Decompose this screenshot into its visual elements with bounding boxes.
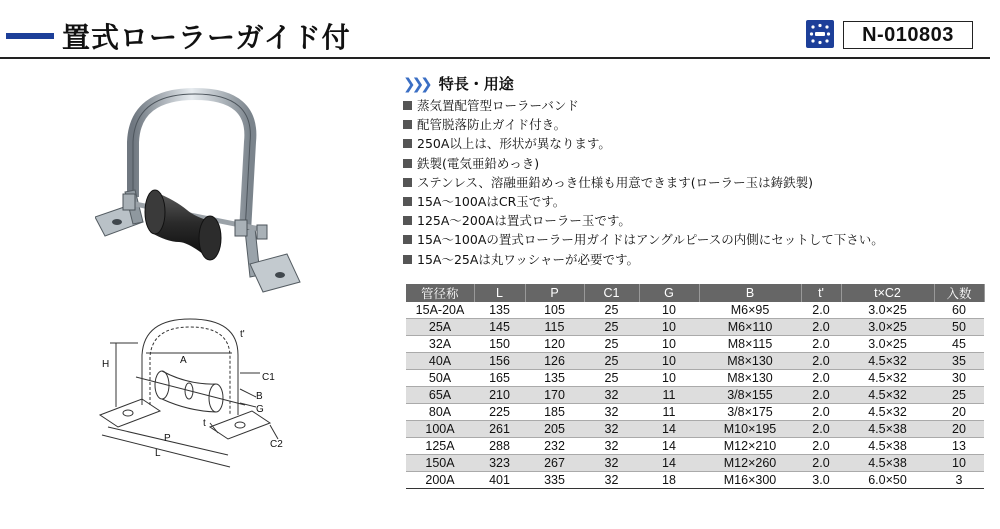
table-cell: 13: [934, 438, 984, 455]
table-cell: 105: [525, 302, 584, 319]
table-cell: 40A: [406, 353, 474, 370]
table-cell: 25A: [406, 319, 474, 336]
table-cell: 3/8×155: [699, 387, 801, 404]
table-cell: 14: [639, 455, 699, 472]
table-cell: 4.5×32: [841, 370, 934, 387]
table-row: [406, 319, 984, 336]
square-bullet-icon: [403, 178, 412, 187]
spec-table-body: [406, 302, 984, 489]
table-row: [406, 336, 984, 353]
table-cell: 35: [934, 353, 984, 370]
table-row: [406, 302, 984, 319]
table-cell: 3.0×25: [841, 319, 934, 336]
table-row: [406, 438, 984, 455]
table-cell: 25: [584, 370, 639, 387]
table-header-row: [406, 284, 984, 302]
square-bullet-icon: [403, 197, 412, 206]
table-cell: 100A: [406, 421, 474, 438]
square-bullet-icon: [403, 101, 412, 110]
feature-text: 15A〜25Aは丸ワッシャーが必要です。: [417, 251, 640, 267]
features-list: [403, 96, 884, 269]
feature-text: 15A〜100AはCR玉です。: [417, 194, 566, 210]
table-cell: 10: [639, 336, 699, 353]
table-cell: 150: [474, 336, 525, 353]
square-bullet-icon: [403, 255, 412, 264]
square-bullet-icon: [403, 216, 412, 225]
table-cell: 115: [525, 319, 584, 336]
table-cell: 65A: [406, 387, 474, 404]
table-cell: 60: [934, 302, 984, 319]
table-row: [406, 421, 984, 438]
dim-label-l: L: [155, 448, 161, 459]
table-cell: 32A: [406, 336, 474, 353]
table-cell: 2.0: [801, 319, 841, 336]
table-cell: 150A: [406, 455, 474, 472]
table-cell: M8×130: [699, 370, 801, 387]
table-cell: M12×260: [699, 455, 801, 472]
table-cell: 185: [525, 404, 584, 421]
table-cell: 11: [639, 387, 699, 404]
table-cell: 3.0×25: [841, 336, 934, 353]
dim-label-a: A: [180, 355, 187, 366]
table-cell: 2.0: [801, 455, 841, 472]
table-cell: 32: [584, 455, 639, 472]
column-header: 入数: [934, 284, 984, 302]
feature-item: [403, 211, 884, 230]
product-photo: [95, 82, 335, 307]
square-bullet-icon: [403, 235, 412, 244]
table-cell: 145: [474, 319, 525, 336]
table-cell: 156: [474, 353, 525, 370]
feature-text: 蒸気置配管型ローラーバンド: [417, 98, 579, 113]
table-cell: 323: [474, 455, 525, 472]
table-cell: 25: [584, 319, 639, 336]
table-cell: 10: [934, 455, 984, 472]
table-cell: 4.5×38: [841, 455, 934, 472]
column-header: P: [525, 284, 584, 302]
title-accent-bar: [6, 33, 54, 39]
table-cell: 126: [525, 353, 584, 370]
table-cell: 20: [934, 421, 984, 438]
table-cell: 4.5×32: [841, 404, 934, 421]
table-cell: 4.5×38: [841, 421, 934, 438]
table-cell: 2.0: [801, 336, 841, 353]
table-cell: 32: [584, 438, 639, 455]
column-header: L: [474, 284, 525, 302]
table-cell: 18: [639, 472, 699, 489]
table-cell: 2.0: [801, 302, 841, 319]
table-cell: 3: [934, 472, 984, 489]
table-cell: M10×195: [699, 421, 801, 438]
table-cell: 205: [525, 421, 584, 438]
page-title: 置式ローラーガイド付: [62, 21, 351, 54]
square-bullet-icon: [403, 139, 412, 148]
table-cell: 135: [525, 370, 584, 387]
table-cell: 32: [584, 404, 639, 421]
dim-label-t-prime: t': [240, 329, 245, 340]
table-cell: 2.0: [801, 404, 841, 421]
table-row: [406, 472, 984, 489]
table-cell: 200A: [406, 472, 474, 489]
table-cell: 125A: [406, 438, 474, 455]
table-cell: 80A: [406, 404, 474, 421]
table-cell: 32: [584, 472, 639, 489]
table-cell: 165: [474, 370, 525, 387]
table-cell: 10: [639, 319, 699, 336]
dim-label-c2: C2: [270, 439, 283, 450]
table-cell: 10: [639, 353, 699, 370]
feature-text: 125A〜200Aは置式ローラー玉です。: [417, 213, 631, 229]
spec-table: [406, 284, 985, 489]
table-cell: 261: [474, 421, 525, 438]
table-cell: M6×110: [699, 319, 801, 336]
table-cell: M8×115: [699, 336, 801, 353]
table-cell: 10: [639, 302, 699, 319]
dim-label-h: H: [102, 359, 110, 370]
column-header: 管径称: [406, 284, 474, 302]
table-cell: 4.5×32: [841, 353, 934, 370]
table-cell: 135: [474, 302, 525, 319]
table-row: [406, 455, 984, 472]
stock-item-icon: [806, 20, 834, 48]
table-cell: 170: [525, 387, 584, 404]
table-cell: M6×95: [699, 302, 801, 319]
dim-label-b: B: [256, 391, 263, 402]
column-header: G: [639, 284, 699, 302]
table-cell: 32: [584, 387, 639, 404]
dim-label-g: G: [256, 404, 264, 415]
feature-item: [403, 115, 884, 134]
table-cell: 14: [639, 421, 699, 438]
feature-text: ステンレス、溶融亜鉛めっき仕様も用意できます(ローラー玉は鋳鉄製): [417, 174, 813, 190]
product-code: N-010803: [843, 21, 973, 49]
dim-label-c1: C1: [262, 372, 275, 383]
table-cell: 288: [474, 438, 525, 455]
title-bar: [0, 0, 1000, 58]
column-header: t': [801, 284, 841, 302]
title-divider: [0, 57, 990, 59]
table-cell: 2.0: [801, 370, 841, 387]
feature-text: 15A〜100Aの置式ローラー用ガイドはアングルピースの内側にセットして下さい。: [417, 232, 884, 248]
table-cell: 11: [639, 404, 699, 421]
table-cell: 401: [474, 472, 525, 489]
triple-chevron-icon: ❯❯❯: [403, 74, 429, 93]
table-cell: 15A-20A: [406, 302, 474, 319]
table-row: [406, 404, 984, 421]
table-cell: 2.0: [801, 438, 841, 455]
features-heading: [403, 73, 514, 94]
table-cell: 6.0×50: [841, 472, 934, 489]
table-cell: 2.0: [801, 353, 841, 370]
table-cell: 32: [584, 421, 639, 438]
table-cell: 25: [934, 387, 984, 404]
table-cell: 335: [525, 472, 584, 489]
table-cell: 25: [584, 353, 639, 370]
table-cell: 3.0×25: [841, 302, 934, 319]
table-cell: 14: [639, 438, 699, 455]
feature-text: 鉄製(電気亜鉛めっき): [417, 155, 540, 171]
features-heading-label: 特長・用途: [438, 75, 514, 93]
feature-item: [403, 192, 884, 211]
table-cell: 50A: [406, 370, 474, 387]
table-cell: 25: [584, 302, 639, 319]
table-cell: 25: [584, 336, 639, 353]
table-row: [406, 353, 984, 370]
table-row: [406, 370, 984, 387]
table-cell: 232: [525, 438, 584, 455]
feature-text: 配管脱落防止ガイド付き。: [417, 117, 567, 133]
table-cell: 3/8×175: [699, 404, 801, 421]
column-header: t×C2: [841, 284, 934, 302]
table-cell: 3.0: [801, 472, 841, 489]
square-bullet-icon: [403, 120, 412, 129]
dim-label-p: P: [164, 433, 171, 444]
feature-item: [403, 173, 884, 192]
table-row: [406, 387, 984, 404]
table-cell: M16×300: [699, 472, 801, 489]
table-cell: M12×210: [699, 438, 801, 455]
table-cell: 225: [474, 404, 525, 421]
table-cell: 4.5×32: [841, 387, 934, 404]
table-cell: 10: [639, 370, 699, 387]
table-cell: M8×130: [699, 353, 801, 370]
column-header: B: [699, 284, 801, 302]
table-cell: 267: [525, 455, 584, 472]
column-header: C1: [584, 284, 639, 302]
table-cell: 2.0: [801, 421, 841, 438]
table-cell: 4.5×38: [841, 438, 934, 455]
feature-text: 250A以上は、形状が異なります。: [417, 136, 611, 152]
table-cell: 45: [934, 336, 984, 353]
table-cell: 210: [474, 387, 525, 404]
square-bullet-icon: [403, 159, 412, 168]
feature-item: [403, 154, 884, 173]
feature-item: [403, 134, 884, 153]
table-cell: 2.0: [801, 387, 841, 404]
dimension-drawing: [80, 315, 310, 475]
feature-item: [403, 230, 884, 249]
dim-label-t: t: [203, 418, 206, 429]
feature-item: [403, 96, 884, 115]
table-cell: 30: [934, 370, 984, 387]
feature-item: [403, 250, 884, 269]
table-cell: 50: [934, 319, 984, 336]
table-cell: 20: [934, 404, 984, 421]
table-cell: 120: [525, 336, 584, 353]
